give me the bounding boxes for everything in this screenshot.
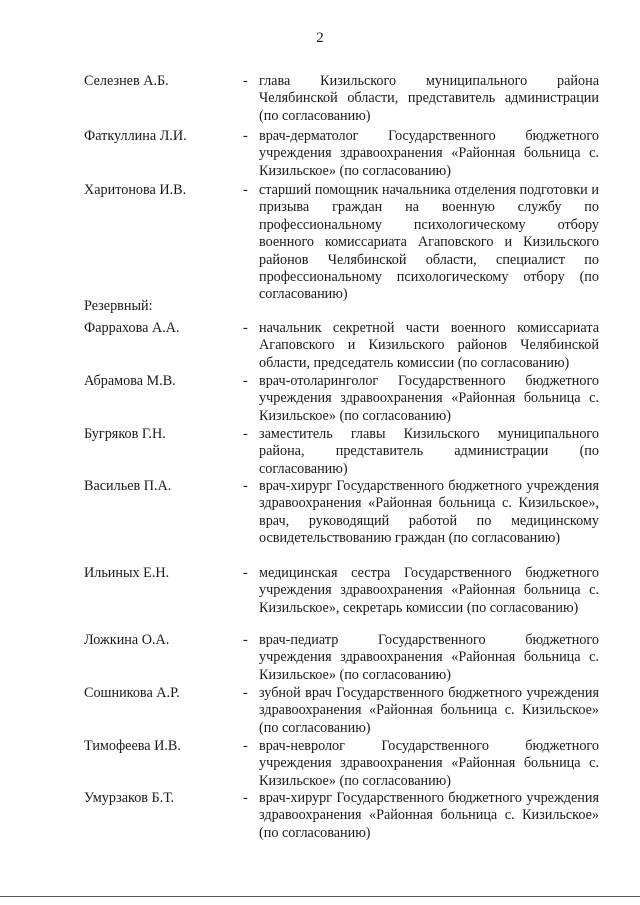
- member-role: медицинская сестра Государственного бюджетного учреждения здравоохранения «Районная больница с. Кизильское», секретарь комиссии (по согласованию): [259, 565, 599, 616]
- member-name: Умурзаков Б.Т.: [84, 790, 175, 806]
- member-name: Фаткуллина Л.И.: [84, 128, 187, 144]
- member-role: врач-дерматолог Государственного бюджетного учреждения здравоохранения «Районная больница с. Кизильское» (по согласованию): [259, 128, 599, 179]
- member-dash: -: [243, 738, 248, 754]
- member-dash: -: [243, 373, 248, 389]
- member-dash: -: [243, 790, 248, 806]
- page-number: 2: [316, 30, 324, 46]
- member-role: врач-отоларинголог Государственного бюджетного учреждения здравоохранения «Районная больница с. Кизильское» (по согласованию): [259, 373, 599, 424]
- member-name: Ложкина О.А.: [84, 632, 170, 648]
- member-dash: -: [243, 565, 248, 581]
- member-name: Фаррахова А.А.: [84, 320, 180, 336]
- member-dash: -: [243, 320, 248, 336]
- member-role: заместитель главы Кизильского муниципального района, представитель администрации (по согласованию): [259, 426, 599, 477]
- member-dash: -: [243, 182, 248, 198]
- member-role: врач-невролог Государственного бюджетного учреждения здравоохранения «Районная больница с. Кизильское» (по согласованию): [259, 738, 599, 789]
- member-dash: -: [243, 478, 248, 494]
- member-dash: -: [243, 632, 248, 648]
- member-dash: -: [243, 685, 248, 701]
- member-name: Абрамова М.В.: [84, 373, 176, 389]
- member-role: врач-педиатр Государственного бюджетного учреждения здравоохранения «Районная больница с. Кизильское» (по согласованию): [259, 632, 599, 683]
- member-role: зубной врач Государственного бюджетного учреждения здравоохранения «Районная больница с. Кизильское» (по согласованию): [259, 685, 599, 736]
- member-role: старший помощник начальника отделения подготовки и призыва граждан на военную службу по профессиональному психологическому отбору военного комиссариата Агаповского и Кизильского районов Челябинской области, специалист по профессиональному психологическому отбору (по согласованию): [259, 182, 599, 303]
- member-role: врач-хирург Государственного бюджетного учреждения здравоохранения «Районная больница с. Кизильское», врач, руководящий работой по медицинскому освидетельствованию граждан (по согласованию): [259, 478, 599, 547]
- member-dash: -: [243, 128, 248, 144]
- member-role: глава Кизильского муниципального района Челябинской области, представитель администрации (по согласованию): [259, 73, 599, 124]
- member-name: Ильиных Е.Н.: [84, 565, 170, 581]
- member-name: Васильев П.А.: [84, 478, 172, 494]
- member-name: Бугряков Г.Н.: [84, 426, 166, 442]
- member-dash: -: [243, 73, 248, 89]
- member-role: врач-хирург Государственного бюджетного учреждения здравоохранения «Районная больница с. Кизильское» (по согласованию): [259, 790, 599, 841]
- member-name: Сошникова А.Р.: [84, 685, 180, 701]
- member-name: Селезнев А.Б.: [84, 73, 169, 89]
- reserve-section-label: Резервный:: [84, 298, 153, 314]
- member-role: начальник секретной части военного комиссариата Агаповского и Кизильского районов Челябинской области, председатель комиссии (по согласованию): [259, 320, 599, 371]
- member-name: Харитонова И.В.: [84, 182, 187, 198]
- member-name: Тимофеева И.В.: [84, 738, 181, 754]
- page-bottom-rule: [0, 896, 640, 897]
- member-dash: -: [243, 426, 248, 442]
